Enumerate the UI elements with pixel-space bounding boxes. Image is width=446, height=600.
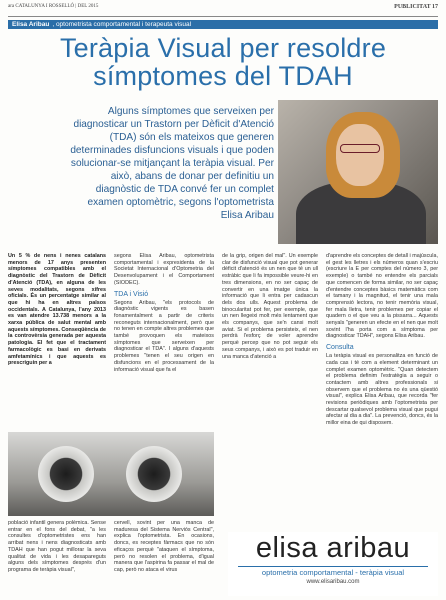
subheading-consulta: Consulta xyxy=(326,344,354,352)
logo-website: www.elisaribau.com xyxy=(306,579,360,585)
byline-name: Elisa Aribau xyxy=(12,21,50,28)
byline-role: , optometrista comportamental i terapeuta visual xyxy=(52,21,192,28)
column-1-text: Un 5 % de nens i nenes catalans menors de 17 anys presenten símptomes compatibles amb el diagnòstic del Trastorn de Dèficit d'Atenció (TDA), en alguna de les seves modalitats, segons xifres oficials. És un percentatge similar al que hi ha en altres països occidentals. A Catalunya, l'any 2013 es van atendre 13.738 menors a la xarxa pública de salut mental amb aquests símptomes. Conseqüència de la controvèrsia generada per aquesta patologia. El fet que el tractament farmacològic es basi en derivats amfetamínics i que aquests es prescriguin per a xyxy=(8,253,106,367)
column-2-intro: segons Elisa Aribau, optometrista comportamental i expresidenta de la Societat Internacional d'Optometria del Desenvolupament i el Comportament (SIODEC). xyxy=(114,253,214,286)
byline-bar xyxy=(8,20,438,29)
column-2-text: Segons Aribau, "els protocols de diagnòstic vigents es basen fonamentalment a partir de criteris reconeguts internacionalment, però que no tenen en compte altres problemes que també provoquen els mateixos símptomes que serveixen per diagnosticar el TDA". I alguns d'aquests problemes "tenen el seu origen en disfuncions en el processament de la informació visual que fa el xyxy=(114,299,214,373)
phoropter-photo xyxy=(8,432,214,516)
column-2-lower xyxy=(114,520,214,577)
header-left: ara CATALUNYA I ROSSELLÓ | DEL 2015 xyxy=(8,4,99,9)
column-1-lower-text: població infantil genera polèmica. Sense entrar en el fons del debat, "a les consultes d'optometristes ens han arribat nens i nens diagnosticats amb TDAH que han pogut millorar la seva qualitat de vida i les desapareguts alguns dels símptomes després d'un programa de teràpia visual", xyxy=(8,520,106,573)
portrait-photo xyxy=(278,100,438,244)
column-4-text-b: La teràpia visual es personalitza en funció de cada cas i té com a element determinant un complet examen optomètric. "Quan detectem el problema definim l'estratègia a seguir o contactem amb altres professionals si observem que el problema no és una qüestió visual", explica Elisa Aribau, que recorda "fer revisions periòdiques amb l'optometrista per descartar qualsevol problema visual que pugui afectar al dia a dia". La prevenció, doncs, és la millor eina de qui disposem. xyxy=(326,353,438,427)
page-header xyxy=(8,4,438,17)
column-1 xyxy=(8,253,106,370)
column-2-lower-text: cervell, sovint per una manca de maduresa del Sistema Nerviós Central", explica l'optometrista. En ocasions, doncs, es receptes fàrmacs que no són eficaços perquè "ataquen el símptoma, però no resolen el problema, d'igual manera que l'aspirina fa passar el mal de cap, però no ataca el virus xyxy=(114,520,214,573)
column-3 xyxy=(222,253,318,363)
logo-tagline: optometria comportamental - teràpia visual xyxy=(238,566,428,578)
brand-logo xyxy=(228,532,438,596)
logo-name: elisa aribau xyxy=(255,532,411,564)
article-title: Teràpia Visual per resoldre símptomes del TDAH xyxy=(59,33,387,91)
column-4 xyxy=(326,253,438,430)
column-1-lower xyxy=(8,520,106,577)
subheading-tda-visio: TDA i Visió xyxy=(114,290,149,298)
column-2 xyxy=(114,253,214,376)
article-lead: Alguns símptomes que serveixen per diagnosticar un Trastorn per Dèficit d'Atenció (TDA) són els mateixos que generen determinades disfuncions visuals i que poden solucionar-se mitjançant la teràpia visual. Per això, abans de donar per definitiu un diagnòstic de TDA convé fer un complet examen optomètric, segons l'optometrista Elisa Aribau xyxy=(70,106,274,221)
column-4-text: d'aprendre els conceptes de detall i majúscula, el gest les lletres i els números quan s'escriu (escriure la E per comptes del número 3, per exemple) o també no entendre els parcials que comencen de forma similar, no ser capaç d'entendre conceptes bàsics matemàtics com el tamany i la magnitud, el tenir una mala comprensió lectora, no tenir memòria visual, fer mala lletra, tenir problemes per copiar el quadern o el que veu a la pissarra... Aquests senyals "generen un efecte en el nen que molt sovint l'ha porta com a símptoma per diagnosticar TDAH", segons Elisa Aribau. xyxy=(326,253,438,340)
header-right: PUBLICITAT 17 xyxy=(394,4,438,10)
column-3-text: de la grip, origen del mal". Un exemple clar de disfunció visual que pot generar dèficit d'atenció és un nen que té un ull estràbic que li fa impossible veure-hi en tres dimensions, en no ser capaç de convertir en una imatge única la informació que li entra per cadascun dels dos ulls. Aquest problema de binocularitat pot fer, per exemple, que un nen llegeixi molt més lentament que els companys, que se'n cansi molt aviat. Si el problema persisteix, el nen perdrà l'esforç de voler aprendre perquè percep que no pot seguir els seus companys, i això es pot traduir en una manca d'atenció a xyxy=(222,253,318,360)
